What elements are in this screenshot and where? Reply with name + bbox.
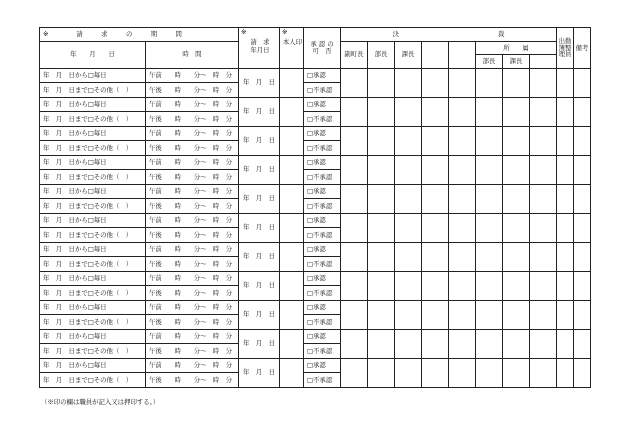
time-pm-cell[interactable]: 午後 時 分〜 時 分: [146, 228, 239, 243]
seal-cell[interactable]: [280, 213, 304, 242]
dept-head-cell[interactable]: [368, 184, 395, 213]
blank-cell-2[interactable]: [449, 300, 476, 329]
section-head-header: 課長: [395, 41, 422, 68]
time-am-cell[interactable]: 午前 時 分〜 時 分: [146, 358, 239, 373]
form-row-top: [40, 271, 591, 286]
attendance-cell[interactable]: [557, 184, 574, 213]
seal-cell[interactable]: [280, 97, 304, 126]
vice-mayor-cell[interactable]: [341, 300, 368, 329]
blank-header-1: [422, 41, 449, 68]
request-date-label-1: 請 求: [250, 38, 270, 47]
seal-cell[interactable]: [280, 184, 304, 213]
form-body: [40, 68, 591, 387]
dept-head-cell[interactable]: [368, 126, 395, 155]
seal-cell[interactable]: [280, 155, 304, 184]
section-head-cell[interactable]: [395, 68, 422, 97]
vice-mayor-cell[interactable]: [341, 68, 368, 97]
section-head-cell[interactable]: [395, 213, 422, 242]
aff-blank-cell[interactable]: [530, 97, 557, 126]
aff-section-head-cell[interactable]: [503, 155, 530, 184]
remarks-cell[interactable]: [574, 329, 591, 358]
seal-cell[interactable]: [280, 68, 304, 97]
blank-cell-1[interactable]: [422, 329, 449, 358]
date-to-cell[interactable]: 年 月 日まで□その他（ ）: [40, 257, 146, 272]
blank-cell-1[interactable]: [422, 271, 449, 300]
aff-dept-head-cell[interactable]: [476, 358, 503, 387]
reject-checkbox[interactable]: □不承認: [304, 112, 341, 127]
remarks-cell[interactable]: [574, 155, 591, 184]
time-am-cell[interactable]: 午前 時 分〜 時 分: [146, 271, 239, 286]
date-to-cell[interactable]: 年 月 日まで□その他（ ）: [40, 373, 146, 388]
time-am-cell[interactable]: 午前 時 分〜 時 分: [146, 184, 239, 199]
approve-checkbox[interactable]: □承認: [304, 184, 341, 199]
request-date-cell[interactable]: 年 月 日: [239, 300, 280, 329]
time-am-cell[interactable]: 午前 時 分〜 時 分: [146, 97, 239, 112]
request-date-cell[interactable]: 年 月 日: [239, 184, 280, 213]
blank-cell-1[interactable]: [422, 300, 449, 329]
aff-blank-cell[interactable]: [530, 126, 557, 155]
approve-checkbox[interactable]: □承認: [304, 97, 341, 112]
blank-cell-2[interactable]: [449, 329, 476, 358]
attendance-cell[interactable]: [557, 68, 574, 97]
date-from-cell[interactable]: 年 月 日から□毎日: [40, 155, 146, 170]
reject-checkbox[interactable]: □不承認: [304, 344, 341, 359]
date-from-cell[interactable]: 年 月 日から□毎日: [40, 300, 146, 315]
reject-checkbox[interactable]: □不承認: [304, 257, 341, 272]
dept-head-cell[interactable]: [368, 300, 395, 329]
time-pm-cell[interactable]: 午後 時 分〜 時 分: [146, 141, 239, 156]
remarks-cell[interactable]: [574, 271, 591, 300]
approve-checkbox[interactable]: □承認: [304, 300, 341, 315]
aff-section-head-cell[interactable]: [503, 184, 530, 213]
attendance-label-2: 簿整: [558, 43, 572, 52]
date-column-header: 年 月 日: [40, 41, 146, 68]
form-row-top: [40, 300, 591, 315]
date-from-cell[interactable]: 年 月 日から□毎日: [40, 126, 146, 141]
vice-mayor-cell[interactable]: [341, 329, 368, 358]
date-to-cell[interactable]: 年 月 日まで□その他（ ）: [40, 286, 146, 301]
remarks-cell[interactable]: [574, 97, 591, 126]
form-row-top: [40, 126, 591, 141]
time-am-cell[interactable]: 午前 時 分〜 時 分: [146, 68, 239, 83]
request-date-cell[interactable]: 年 月 日: [239, 126, 280, 155]
aff-section-head-cell[interactable]: [503, 242, 530, 271]
time-pm-cell[interactable]: 午後 時 分〜 時 分: [146, 199, 239, 214]
aff-dept-head-cell[interactable]: [476, 329, 503, 358]
date-to-cell[interactable]: 年 月 日まで□その他（ ）: [40, 344, 146, 359]
blank-cell-2[interactable]: [449, 184, 476, 213]
section-head-cell[interactable]: [395, 126, 422, 155]
approve-checkbox[interactable]: □承認: [304, 126, 341, 141]
blank-cell-1[interactable]: [422, 358, 449, 387]
request-date-cell[interactable]: 年 月 日: [239, 242, 280, 271]
dept-head-cell[interactable]: [368, 97, 395, 126]
remarks-cell[interactable]: [574, 358, 591, 387]
aff-blank-cell[interactable]: [530, 358, 557, 387]
vice-mayor-cell[interactable]: [341, 358, 368, 387]
aff-blank-cell[interactable]: [530, 184, 557, 213]
section-head-cell[interactable]: [395, 97, 422, 126]
request-date-cell[interactable]: 年 月 日: [239, 358, 280, 387]
seal-label: 本人印: [282, 38, 303, 47]
form-row-top: [40, 242, 591, 257]
time-pm-cell[interactable]: 午後 時 分〜 時 分: [146, 257, 239, 272]
decision-label: 決: [392, 30, 399, 39]
reject-checkbox[interactable]: □不承認: [304, 286, 341, 301]
aff-section-head-cell[interactable]: [503, 271, 530, 300]
date-from-cell[interactable]: 年 月 日から□毎日: [40, 213, 146, 228]
blank-cell-1[interactable]: [422, 68, 449, 97]
attendance-cell[interactable]: [557, 97, 574, 126]
aff-dept-head-cell[interactable]: [476, 97, 503, 126]
affiliation-header: 所 属: [476, 41, 557, 55]
request-date-cell[interactable]: 年 月 日: [239, 213, 280, 242]
dept-head-cell[interactable]: [368, 271, 395, 300]
vice-mayor-cell[interactable]: [341, 155, 368, 184]
blank-cell-1[interactable]: [422, 242, 449, 271]
aff-blank-cell[interactable]: [530, 242, 557, 271]
blank-cell-2[interactable]: [449, 68, 476, 97]
time-pm-cell[interactable]: 午後 時 分〜 時 分: [146, 344, 239, 359]
blank-cell-2[interactable]: [449, 242, 476, 271]
request-date-cell[interactable]: 年 月 日: [239, 155, 280, 184]
date-from-cell[interactable]: 年 月 日から□毎日: [40, 68, 146, 83]
aff-section-head-cell[interactable]: [503, 97, 530, 126]
seal-cell[interactable]: [280, 329, 304, 358]
blank-cell-1[interactable]: [422, 126, 449, 155]
date-from-cell[interactable]: 年 月 日から□毎日: [40, 184, 146, 199]
decision-header: [341, 28, 557, 42]
aff-dept-head-cell[interactable]: [476, 184, 503, 213]
vice-mayor-cell[interactable]: [341, 97, 368, 126]
aff-section-head-cell[interactable]: [503, 358, 530, 387]
date-to-cell[interactable]: 年 月 日まで□その他（ ）: [40, 170, 146, 185]
seal-cell[interactable]: [280, 242, 304, 271]
approval-label-2: 可 否: [312, 46, 332, 55]
approve-checkbox[interactable]: □承認: [304, 213, 341, 228]
aff-section-head-cell[interactable]: [503, 213, 530, 242]
attendance-label-1: 出勤: [558, 37, 572, 46]
vice-mayor-cell[interactable]: [341, 271, 368, 300]
time-pm-cell[interactable]: 午後 時 分〜 時 分: [146, 170, 239, 185]
dept-head-cell[interactable]: [368, 358, 395, 387]
blank-cell-2[interactable]: [449, 358, 476, 387]
time-am-cell[interactable]: 午前 時 分〜 時 分: [146, 213, 239, 228]
time-am-cell[interactable]: 午前 時 分〜 時 分: [146, 242, 239, 257]
date-to-cell[interactable]: 年 月 日まで□その他（ ）: [40, 228, 146, 243]
period-header-cell: [40, 28, 239, 42]
seal-cell[interactable]: [280, 126, 304, 155]
aff-section-head-header: 課長: [503, 55, 530, 69]
time-am-cell[interactable]: 午前 時 分〜 時 分: [146, 155, 239, 170]
dept-head-cell[interactable]: [368, 213, 395, 242]
seal-asterisk: ※: [282, 28, 288, 36]
aff-dept-head-cell[interactable]: [476, 242, 503, 271]
approve-checkbox[interactable]: □承認: [304, 329, 341, 344]
seal-header: [280, 28, 304, 69]
vice-mayor-cell[interactable]: [341, 242, 368, 271]
dept-head-header: 部長: [368, 41, 395, 68]
reject-checkbox[interactable]: □不承認: [304, 315, 341, 330]
dept-head-cell[interactable]: [368, 242, 395, 271]
time-column-header: 時 間: [146, 41, 239, 68]
reject-checkbox[interactable]: □不承認: [304, 228, 341, 243]
section-head-cell[interactable]: [395, 271, 422, 300]
attendance-cell[interactable]: [557, 271, 574, 300]
aff-section-head-cell[interactable]: [503, 126, 530, 155]
approve-checkbox[interactable]: □承認: [304, 242, 341, 257]
period-title: 請 求 の 期 間: [76, 30, 188, 39]
form-row-top: [40, 155, 591, 170]
form-row-top: [40, 184, 591, 199]
form-row-top: [40, 97, 591, 112]
date-from-cell[interactable]: 年 月 日から□毎日: [40, 329, 146, 344]
approve-checkbox[interactable]: □承認: [304, 155, 341, 170]
remarks-cell[interactable]: [574, 242, 591, 271]
form-row-top: [40, 213, 591, 228]
date-from-cell[interactable]: 年 月 日から□毎日: [40, 358, 146, 373]
blank-cell-1[interactable]: [422, 213, 449, 242]
period-asterisk: ※: [43, 30, 49, 39]
time-pm-cell[interactable]: 午後 時 分〜 時 分: [146, 315, 239, 330]
form-row-top: [40, 329, 591, 344]
time-am-cell[interactable]: 午前 時 分〜 時 分: [146, 329, 239, 344]
request-date-cell[interactable]: 年 月 日: [239, 271, 280, 300]
time-am-cell[interactable]: 午前 時 分〜 時 分: [146, 126, 239, 141]
attendance-cell[interactable]: [557, 213, 574, 242]
aff-dept-head-cell[interactable]: [476, 213, 503, 242]
aff-blank-cell[interactable]: [530, 271, 557, 300]
blank-cell-2[interactable]: [449, 155, 476, 184]
aff-blank-cell[interactable]: [530, 213, 557, 242]
reject-checkbox[interactable]: □不承認: [304, 141, 341, 156]
section-head-cell[interactable]: [395, 300, 422, 329]
aff-dept-head-cell[interactable]: [476, 155, 503, 184]
reject-checkbox[interactable]: □不承認: [304, 373, 341, 388]
dept-head-cell[interactable]: [368, 155, 395, 184]
vice-mayor-header: 副町長: [341, 41, 368, 68]
reject-checkbox[interactable]: □不承認: [304, 199, 341, 214]
aff-blank-cell[interactable]: [530, 300, 557, 329]
blank-cell-2[interactable]: [449, 126, 476, 155]
decision-label-2: 裁: [498, 30, 505, 39]
reject-checkbox[interactable]: □不承認: [304, 170, 341, 185]
aff-blank-cell[interactable]: [530, 155, 557, 184]
attendance-cell[interactable]: [557, 358, 574, 387]
approve-checkbox[interactable]: □承認: [304, 358, 341, 373]
vice-mayor-cell[interactable]: [341, 213, 368, 242]
remarks-cell[interactable]: [574, 184, 591, 213]
form-row-top: [40, 358, 591, 373]
request-date-header: [239, 28, 280, 69]
seal-cell[interactable]: [280, 271, 304, 300]
date-to-cell[interactable]: 年 月 日まで□その他（ ）: [40, 112, 146, 127]
time-am-cell[interactable]: 午前 時 分〜 時 分: [146, 300, 239, 315]
date-from-cell[interactable]: 年 月 日から□毎日: [40, 242, 146, 257]
aff-dept-head-cell[interactable]: [476, 300, 503, 329]
aff-blank-cell[interactable]: [530, 329, 557, 358]
blank-cell-2[interactable]: [449, 213, 476, 242]
time-pm-cell[interactable]: 午後 時 分〜 時 分: [146, 112, 239, 127]
section-head-cell[interactable]: [395, 358, 422, 387]
remarks-cell[interactable]: [574, 126, 591, 155]
reject-checkbox[interactable]: □不承認: [304, 83, 341, 98]
aff-section-head-cell[interactable]: [503, 329, 530, 358]
section-head-cell[interactable]: [395, 184, 422, 213]
request-date-cell[interactable]: 年 月 日: [239, 329, 280, 358]
request-form-table: [39, 27, 591, 388]
blank-cell-1[interactable]: [422, 155, 449, 184]
aff-dept-head-cell[interactable]: [476, 68, 503, 97]
form-row-top: [40, 68, 591, 83]
date-to-cell[interactable]: 年 月 日まで□その他（ ）: [40, 83, 146, 98]
attendance-label-3: 理員: [558, 49, 572, 58]
approval-label-1: 承 認 の: [310, 40, 334, 49]
blank-cell-1[interactable]: [422, 184, 449, 213]
section-head-cell[interactable]: [395, 329, 422, 358]
attendance-cell[interactable]: [557, 155, 574, 184]
remarks-header: 備考: [574, 28, 591, 69]
time-pm-cell[interactable]: 午後 時 分〜 時 分: [146, 286, 239, 301]
dept-head-cell[interactable]: [368, 329, 395, 358]
request-date-label-2: 年月日: [250, 45, 270, 54]
remarks-cell[interactable]: [574, 300, 591, 329]
date-to-cell[interactable]: 年 月 日まで□その他（ ）: [40, 199, 146, 214]
aff-blank-header: [530, 55, 557, 69]
blank-cell-2[interactable]: [449, 271, 476, 300]
aff-section-head-cell[interactable]: [503, 300, 530, 329]
aff-dept-head-cell[interactable]: [476, 126, 503, 155]
vice-mayor-cell[interactable]: [341, 184, 368, 213]
vice-mayor-cell[interactable]: [341, 126, 368, 155]
time-pm-cell[interactable]: 午後 時 分〜 時 分: [146, 83, 239, 98]
attendance-cell[interactable]: [557, 126, 574, 155]
remarks-cell[interactable]: [574, 213, 591, 242]
time-pm-cell[interactable]: 午後 時 分〜 時 分: [146, 373, 239, 388]
date-to-cell[interactable]: 年 月 日まで□その他（ ）: [40, 141, 146, 156]
section-head-cell[interactable]: [395, 155, 422, 184]
dept-head-cell[interactable]: [368, 68, 395, 97]
request-date-cell[interactable]: 年 月 日: [239, 68, 280, 97]
approval-header: [304, 28, 341, 69]
attendance-cell[interactable]: [557, 242, 574, 271]
request-date-asterisk: ※: [241, 28, 247, 36]
date-from-cell[interactable]: 年 月 日から□毎日: [40, 271, 146, 286]
attendance-cell[interactable]: [557, 300, 574, 329]
footnote: （※印の欄は職員が記入又は押印する。）: [41, 398, 160, 406]
blank-cell-1[interactable]: [422, 97, 449, 126]
blank-header-2: [449, 41, 476, 68]
aff-blank-cell[interactable]: [530, 68, 557, 97]
seal-cell[interactable]: [280, 358, 304, 387]
seal-cell[interactable]: [280, 300, 304, 329]
aff-section-head-cell[interactable]: [503, 68, 530, 97]
attendance-header: [557, 28, 574, 69]
date-from-cell[interactable]: 年 月 日から□毎日: [40, 97, 146, 112]
blank-cell-2[interactable]: [449, 97, 476, 126]
section-head-cell[interactable]: [395, 242, 422, 271]
approve-checkbox[interactable]: □承認: [304, 68, 341, 83]
request-date-cell[interactable]: 年 月 日: [239, 97, 280, 126]
remarks-cell[interactable]: [574, 68, 591, 97]
date-to-cell[interactable]: 年 月 日まで□その他（ ）: [40, 315, 146, 330]
aff-dept-head-header: 部長: [476, 55, 503, 69]
approve-checkbox[interactable]: □承認: [304, 271, 341, 286]
attendance-cell[interactable]: [557, 329, 574, 358]
aff-dept-head-cell[interactable]: [476, 271, 503, 300]
